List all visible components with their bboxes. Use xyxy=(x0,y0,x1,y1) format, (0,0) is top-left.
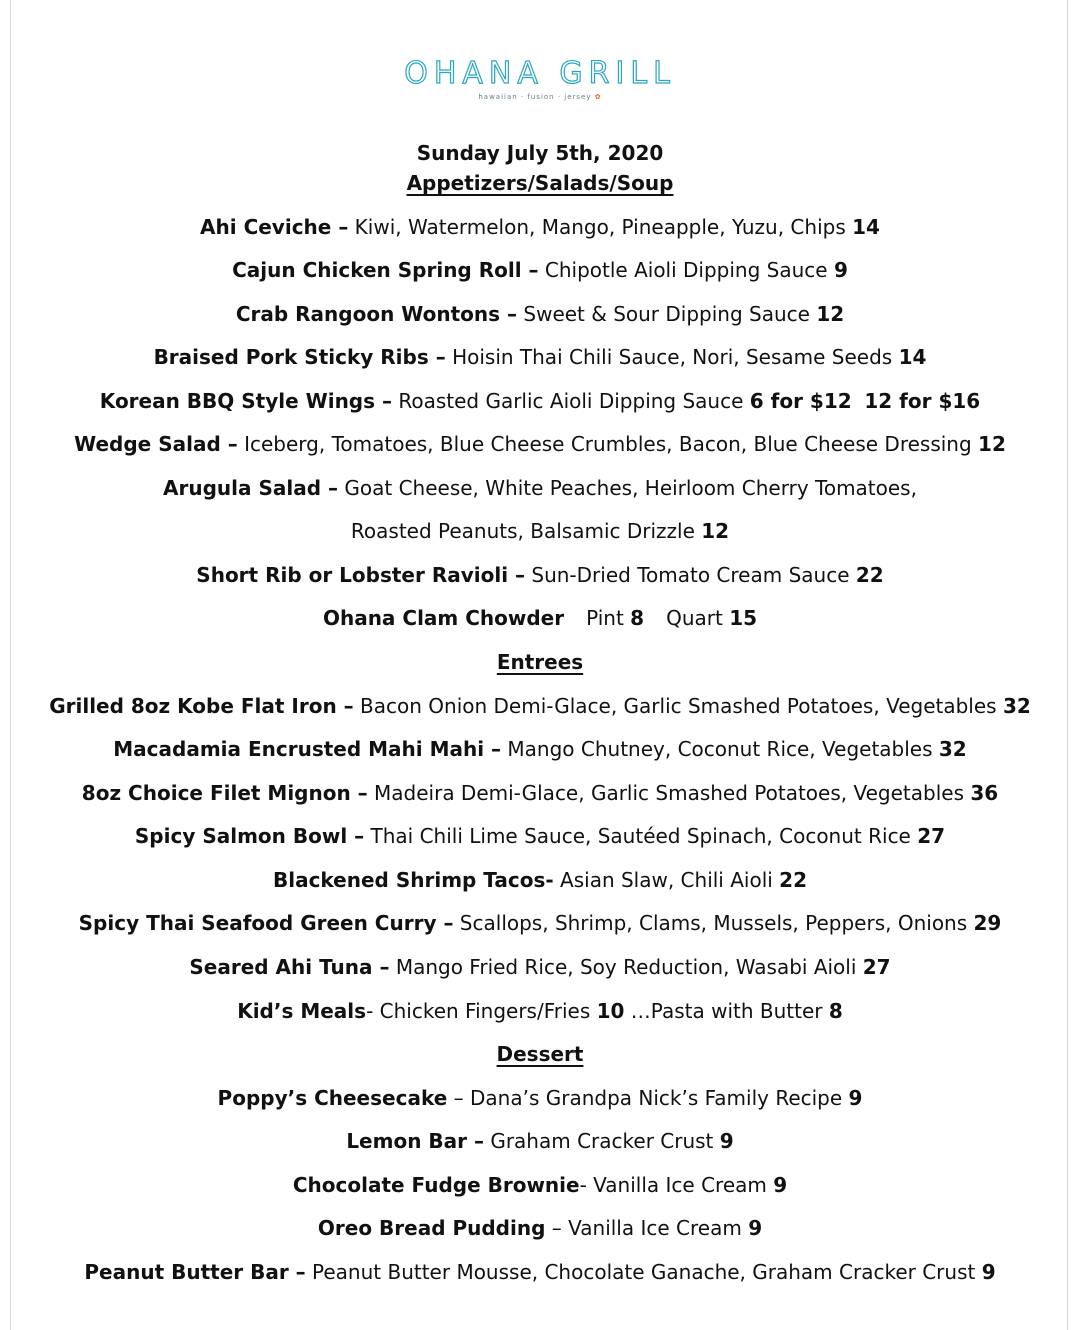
menu-item: Crab Rangoon Wontons – Sweet & Sour Dipping Sauce 12 xyxy=(235,302,845,326)
logo-tagline: hawaiian · fusion · jersey ✿ xyxy=(478,93,602,101)
menu-item: Macadamia Encrusted Mahi Mahi – Mango Chutney, Coconut Rice, Vegetables 32 xyxy=(113,737,967,761)
section-heading-entrees: Entrees xyxy=(496,650,584,674)
menu-item: Ohana Clam Chowder Pint 8 Quart 15 xyxy=(322,606,758,630)
menu-item: Kid’s Meals- Chicken Fingers/Fries 10 …Pasta with Butter 8 xyxy=(237,999,843,1023)
menu-item: 8oz Choice Filet Mignon – Madeira Demi-Glace, Garlic Smashed Potatoes, Vegetables 36 xyxy=(81,781,999,805)
menu-item: Korean BBQ Style Wings – Roasted Garlic Aioli Dipping Sauce 6 for $12 12 for $16 xyxy=(99,389,981,413)
menu-item: Spicy Thai Seafood Green Curry – Scallops, Shrimp, Clams, Mussels, Peppers, Onions 29 xyxy=(78,911,1002,935)
menu-item: Chocolate Fudge Brownie- Vanilla Ice Cream 9 xyxy=(292,1173,788,1197)
menu-item: Cajun Chicken Spring Roll – Chipotle Aioli Dipping Sauce 9 xyxy=(232,258,848,282)
menu-item: Blackened Shrimp Tacos- Asian Slaw, Chili Aioli 22 xyxy=(272,868,808,892)
menu-item-continuation: Roasted Peanuts, Balsamic Drizzle 12 xyxy=(350,519,730,543)
section-heading-appetizers: Appetizers/Salads/Soup xyxy=(406,171,674,195)
menu-item: Ahi Ceviche – Kiwi, Watermelon, Mango, Pineapple, Yuzu, Chips 14 xyxy=(200,215,880,239)
menu-item: Arugula Salad – Goat Cheese, White Peaches, Heirloom Cherry Tomatoes, xyxy=(163,476,917,500)
menu-item: Oreo Bread Pudding – Vanilla Ice Cream 9 xyxy=(317,1216,763,1240)
restaurant-logo xyxy=(0,58,1080,102)
menu-date: Sunday July 5th, 2020 xyxy=(416,141,664,165)
menu-item: Seared Ahi Tuna – Mango Fried Rice, Soy Reduction, Wasabi Aioli 27 xyxy=(189,955,891,979)
menu-item: Poppy’s Cheesecake – Dana’s Grandpa Nick’s Family Recipe 9 xyxy=(217,1086,863,1110)
menu-item: Short Rib or Lobster Ravioli – Sun-Dried Tomato Cream Sauce 22 xyxy=(196,563,884,587)
menu-item: Grilled 8oz Kobe Flat Iron – Bacon Onion Demi-Glace, Garlic Smashed Potatoes, Vegetables 32 xyxy=(49,694,1031,718)
menu-item: Lemon Bar – Graham Cracker Crust 9 xyxy=(346,1129,734,1153)
menu-item: Braised Pork Sticky Ribs – Hoisin Thai Chili Sauce, Nori, Sesame Seeds 14 xyxy=(153,345,927,369)
menu-item: Spicy Salmon Bowl – Thai Chili Lime Sauce, Sautéed Spinach, Coconut Rice 27 xyxy=(134,824,946,848)
section-heading-dessert: Dessert xyxy=(496,1042,584,1066)
logo-name: OHANA GRILL xyxy=(404,56,676,91)
menu-item: Peanut Butter Bar – Peanut Butter Mousse, Chocolate Ganache, Graham Cracker Crust 9 xyxy=(84,1260,996,1284)
hibiscus-icon: ✿ xyxy=(594,93,602,101)
menu-item: Wedge Salad – Iceberg, Tomatoes, Blue Cheese Crumbles, Bacon, Blue Cheese Dressing 12 xyxy=(74,432,1006,456)
